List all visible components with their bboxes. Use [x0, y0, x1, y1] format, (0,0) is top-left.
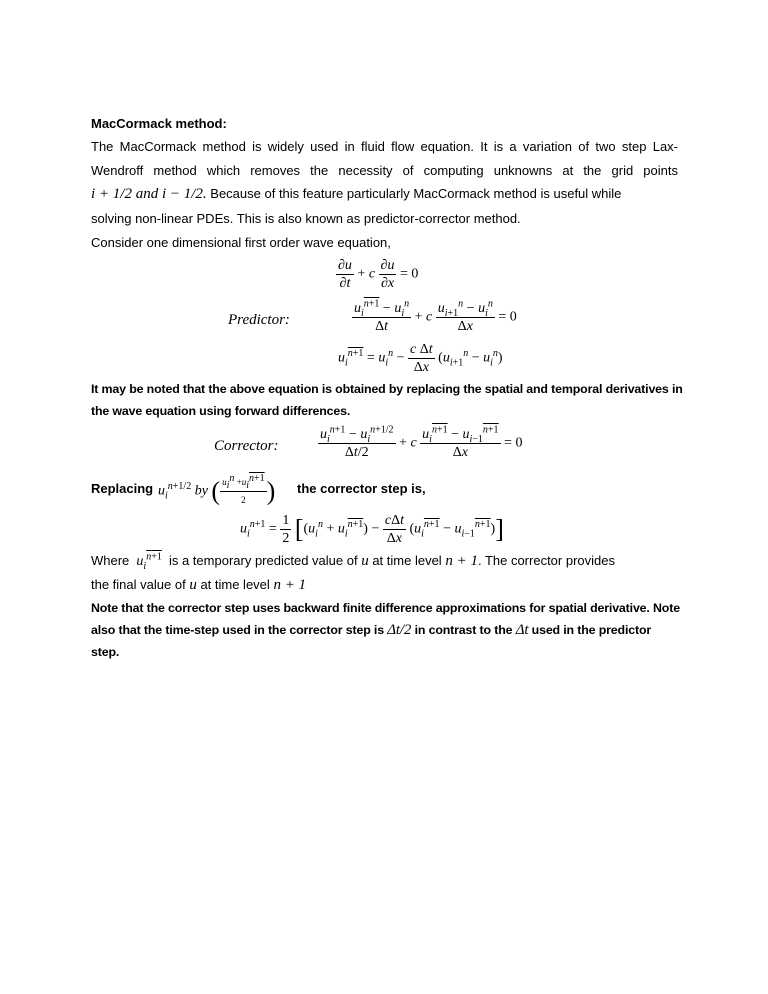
corrector-label: Corrector:: [214, 438, 279, 454]
final-text: the final value of: [91, 577, 186, 592]
intro-line-4: solving non-linear PDEs. This is also known as predictor-corrector method.: [91, 211, 521, 226]
final-u: u: [189, 577, 197, 593]
note-dt-half: Δt/2: [387, 622, 412, 638]
where-u: u: [361, 553, 369, 569]
note-backward-2-mid: in contrast to the: [414, 623, 513, 637]
predictor-equation: $\frac{u_i^{n+1} - u_i^n}{\Delta t}$ + c $\frac{u_{i+1}^n - u_i^n}{\Delta x}$ = 0: [354, 298, 517, 334]
intro-line-1: The MacCormack method is widely used in fluid flow equation. It is a variation of two step Lax-: [91, 139, 678, 154]
where-line: [91, 553, 615, 570]
where-text: is a temporary predicted value of: [168, 553, 358, 568]
consider-line: Consider one dimensional first order wave equation,: [91, 235, 391, 250]
where-n1: n + 1: [445, 553, 478, 569]
note-backward-2-text: also that the time-step used in the corrector step is: [91, 623, 384, 637]
grid-points-math: i + 1/2 and i − 1/2.: [91, 186, 207, 202]
intro-line-3: [91, 186, 621, 202]
note-backward-2: [91, 622, 651, 638]
where-text-2: at time level: [372, 553, 442, 568]
intro-line-3-text: Because of this feature particularly MacCormack method is useful while: [206, 186, 622, 201]
note-dt: Δt: [515, 622, 529, 638]
replacing-expression: $u_i^{n+1/2}$ by ( $\frac{u_i^n +u_i^{n+1}}{2}$ ): [158, 473, 276, 506]
note-forward-differences-2: the wave equation using forward differences.: [91, 404, 351, 418]
wave-equation: $\frac{\partial u}{\partial t}$ + c $\frac{\partial u}{\partial x}$ = 0: [338, 258, 419, 291]
final-value-line: [91, 577, 306, 593]
predictor-update-equation: $u_i^{n+1} = u_i^n$ − $\frac{\text{c Δt}}{\Delta x}$ $(u_{i+1}^n - u_i^n)$: [338, 342, 503, 375]
intro-line-2: Wendroff method which removes the necessity of computing unknowns at the grid points: [91, 163, 678, 178]
note-backward-2-tail: used in the predictor: [531, 623, 652, 637]
replacing-label: Replacing: [91, 481, 154, 496]
replacing-tail: the corrector step is,: [297, 481, 426, 496]
where-tail: . The corrector provides: [477, 553, 615, 568]
corrector-equation: $\frac{u_i^{n+1} - u_i^{n+1/2}}{\Delta t/2}$ + c $\frac{u_i^{n+1} - u_{i-1}^{n+1}}{\Delta x}$ = 0: [320, 424, 523, 460]
note-backward-1: Note that the corrector step uses backward finite difference approximations for spatial derivative. Note: [91, 601, 680, 615]
note-backward-3: step.: [91, 645, 120, 659]
section-heading: MacCormack method:: [91, 116, 227, 131]
final-text-2: at time level: [200, 577, 270, 592]
corrector-final-equation: $u_i^{n+1}$ = $\frac{1}{2}$ [$(u_i^n + u_i^{n+1})$ − $\frac{\text{cΔt}}{\Delta x}$ $(u_i^{n+1} - u_{i-1}^{n+1})$]: [240, 513, 504, 546]
note-forward-differences-1: It may be noted that the above equation is obtained by replacing the spatial and temporal derivatives in: [91, 382, 683, 396]
predictor-label: Predictor:: [228, 312, 290, 328]
where-symbol: $u_i^{n+1}$: [136, 551, 162, 572]
final-n1: n + 1: [273, 577, 307, 593]
where-label: Where: [91, 553, 130, 568]
replacing-by: by: [194, 483, 208, 499]
